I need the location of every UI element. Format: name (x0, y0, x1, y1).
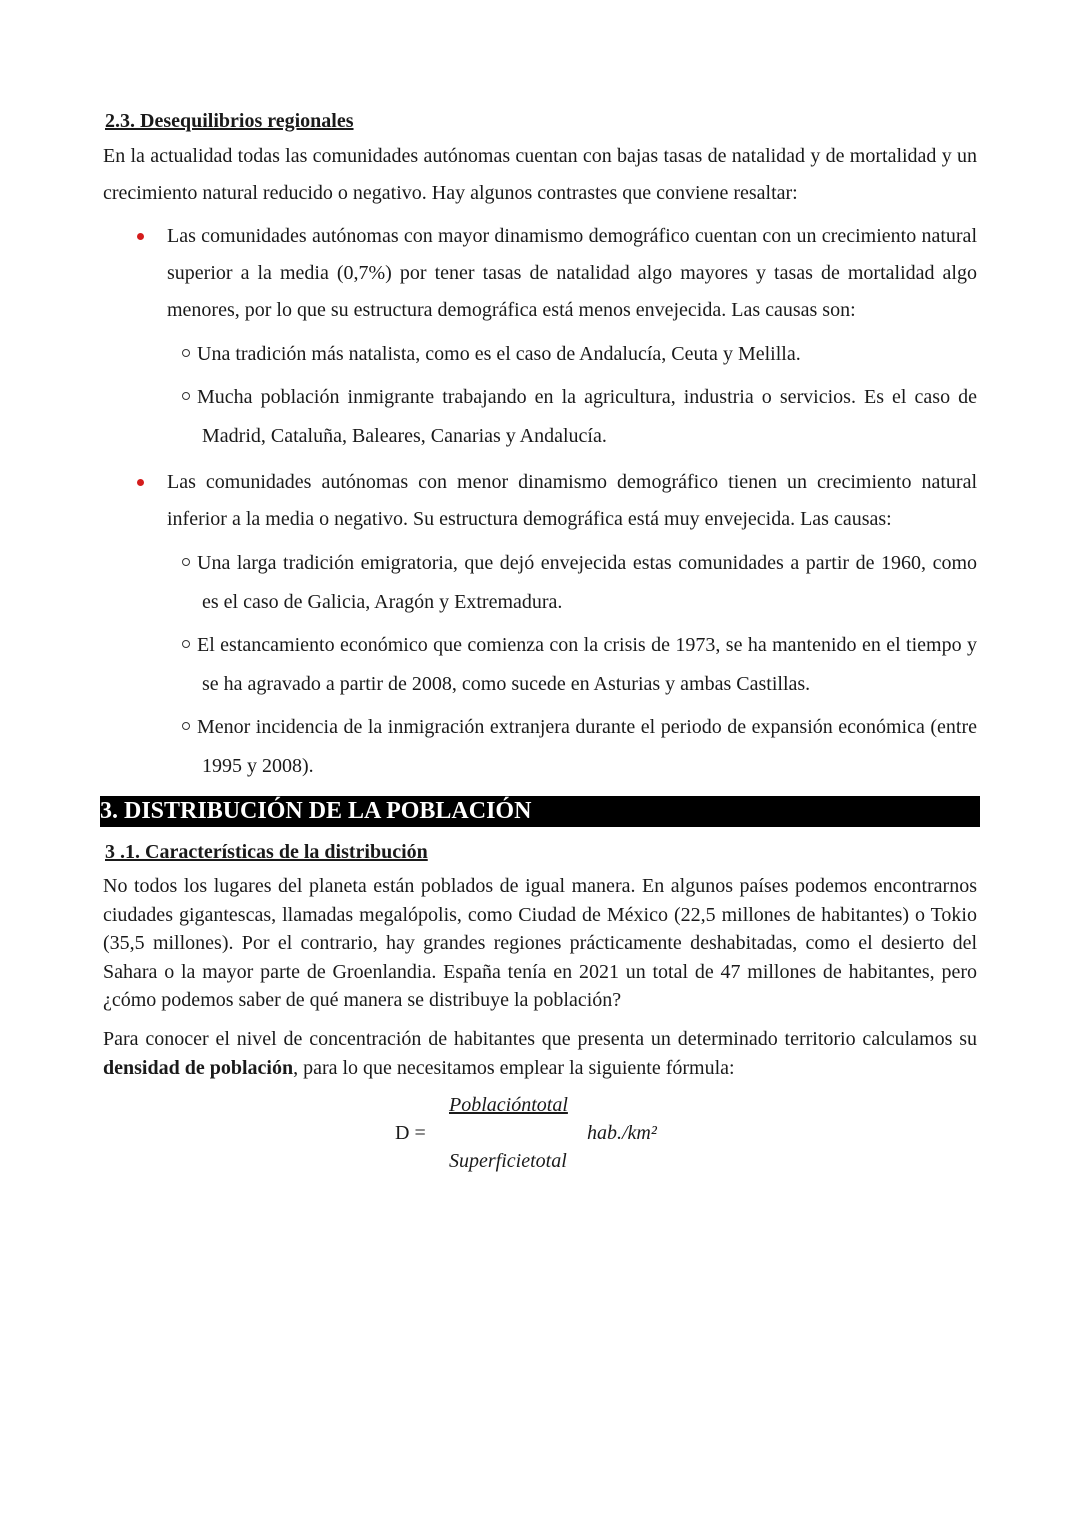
circle-bullet-icon (182, 640, 190, 648)
sub-item-text: Mucha población inmigrante trabajando en la agricultura, industria o servicios. Es el caso de Madrid, Cataluña, Baleares, Canarias y Andalucía. (197, 386, 977, 447)
density-term: densidad de población (103, 1056, 294, 1079)
formula-container (103, 1094, 977, 1184)
sub-item-text: Una larga tradición emigratoria, que dejó envejecida estas comunidades a partir de 1960, como es el caso de Galicia, Aragón y Extremadura. (197, 552, 977, 613)
sub-item (103, 626, 977, 704)
density-formula (103, 1094, 977, 1184)
document-page (100, 108, 977, 1184)
bullet-list (103, 464, 977, 538)
density-paragraph: Para conocer el nivel de concentración de habitantes que presenta un determinado territorio calculamos su densidad de población, para lo que necesitamos emplear la siguiente fórmula: (103, 1027, 977, 1079)
formula-lhs: D = (395, 1122, 426, 1145)
subsection-title-3-1: 3 .1. Características de la distribución (105, 841, 428, 863)
bullet-dot-icon (137, 233, 144, 240)
circle-bullet-icon (182, 349, 190, 357)
bullet-item-mayor-dinamismo (103, 218, 977, 329)
sub-item (103, 335, 977, 374)
sublist-mayor (103, 335, 977, 456)
section-heading-bar: 3. DISTRIBUCIÓN DE LA POBLACIÓN (100, 796, 980, 827)
sub-item-text: Una tradición más natalista, como es el caso de Andalucía, Ceuta y Melilla. (197, 343, 801, 365)
bullet-text: Las comunidades autónomas con mayor dinamismo demográfico cuentan con un crecimiento natural superior a la media (0,7%) por tener tasas de natalidad algo mayores y tasas de mortalidad algo menores, por lo que su estructura demográfica está menos envejecida. Las causas son: (167, 225, 977, 321)
sub-item-text: El estancamiento económico que comienza con la crisis de 1973, se ha mantenido en el tiempo y se ha agravado a partir de 2008, como sucede en Asturias y ambas Castillas. (197, 634, 977, 695)
circle-bullet-icon (182, 392, 190, 400)
formula-denominator: Superficietotal (449, 1150, 567, 1173)
sub-item-text: Menor incidencia de la inmigración extranjera durante el periodo de expansión económica (entre 1995 y 2008). (197, 716, 977, 777)
circle-bullet-icon (182, 558, 190, 566)
intro-paragraph: En la actualidad todas las comunidades autónomas cuentan con bajas tasas de natalidad y de mortalidad y un crecimiento natural reducido o negativo. Hay algunos contrastes que conviene resaltar: (103, 145, 977, 204)
sub-item (103, 378, 977, 456)
sublist-menor (103, 544, 977, 786)
sub-item (103, 544, 977, 622)
formula-unit: hab./km² (587, 1122, 657, 1145)
section-title-2-3: 2.3. Desequilibrios regionales (105, 110, 354, 132)
formula-numerator: Poblacióntotal (449, 1094, 568, 1117)
bullet-list (103, 218, 977, 329)
bullet-text: Las comunidades autónomas con menor dinamismo demográfico tienen un crecimiento natural inferior a la media o negativo. Su estructura demográfica está muy envejecida. Las causas: (167, 471, 977, 530)
bullet-dot-icon (137, 479, 144, 486)
sub-item (103, 708, 977, 786)
distribution-paragraph: No todos los lugares del planeta están poblados de igual manera. En algunos países podemos encontrarnos ciudades gigantescas, llamadas megalópolis, como Ciudad de México (22,5 millones de habitantes) o Tokio (35,5 millones). Por el contrario, hay grandes regiones prácticamente deshabitadas, como el desierto del Sahara o la mayor parte de Groenlandia. España tenía en 2021 un total de 47 millones de habitantes, pero ¿cómo podemos saber de qué manera se distribuye la población? (103, 875, 977, 1012)
circle-bullet-icon (182, 722, 190, 730)
bullet-item-menor-dinamismo (103, 464, 977, 538)
